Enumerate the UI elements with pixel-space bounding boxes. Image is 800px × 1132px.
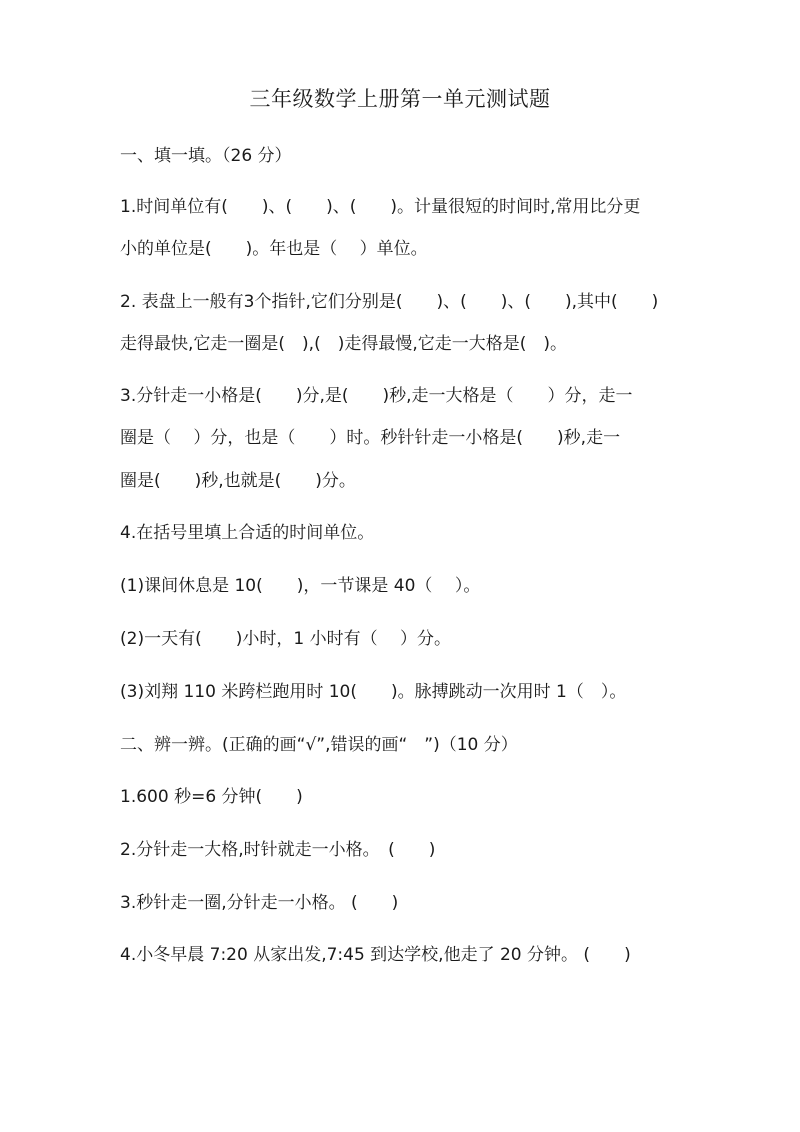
judge-question-3: 3.秒针走一圈,分针走一小格。 ( ) bbox=[120, 893, 399, 913]
question-4-heading: 4.在括号里填上合适的时间单位。 bbox=[120, 523, 375, 543]
judge-question-4: 4.小冬早晨 7:20 从家出发,7:45 到达学校,他走了 20 分钟。 ( ) bbox=[120, 945, 631, 965]
question-3-line-3: 圈是( )秒,也就是( )分。 bbox=[120, 471, 356, 491]
question-2-line-1: 2. 表盘上一般有3个指针,它们分别是( )、( )、( ),其中( ) bbox=[120, 292, 659, 312]
question-3-line-1: 3.分针走一小格是( )分,是( )秒,走一大格是（ ）分，走一 bbox=[120, 386, 633, 406]
judge-question-2: 2.分针走一大格,时针就走一小格。 ( ) bbox=[120, 840, 436, 860]
question-2-line-2: 走得最快,它走一圈是( ),( )走得最慢,它走一大格是( )。 bbox=[120, 334, 568, 354]
page-title: 三年级数学上册第一单元测试题 bbox=[249, 87, 551, 111]
question-3-line-2: 圈是（ ）分，也是（ ）时。秒针针走一小格是( )秒,走一 bbox=[120, 428, 621, 448]
question-4-item-2: (2)一天有( )小时，1 小时有（ ）分。 bbox=[120, 629, 451, 649]
section-2-heading: 二、辨一辨。(正确的画“√”,错误的画“ ”)（10 分） bbox=[120, 735, 518, 755]
question-1-line-2: 小的单位是( )。年也是（ ）单位。 bbox=[120, 239, 428, 259]
question-4-item-3: (3)刘翔 110 米跨栏跑用时 10( )。脉搏跳动一次用时 1（ ）。 bbox=[120, 682, 627, 702]
question-4-item-1: (1)课间休息是 10( )，一节课是 40（ ）。 bbox=[120, 576, 481, 596]
section-1-heading: 一、填一填。（26 分） bbox=[120, 146, 292, 166]
judge-question-1: 1.600 秒=6 分钟( ) bbox=[120, 787, 303, 807]
question-1-line-1: 1.时间单位有( )、( )、( )。计量很短的时间时,常用比分更 bbox=[120, 197, 641, 217]
